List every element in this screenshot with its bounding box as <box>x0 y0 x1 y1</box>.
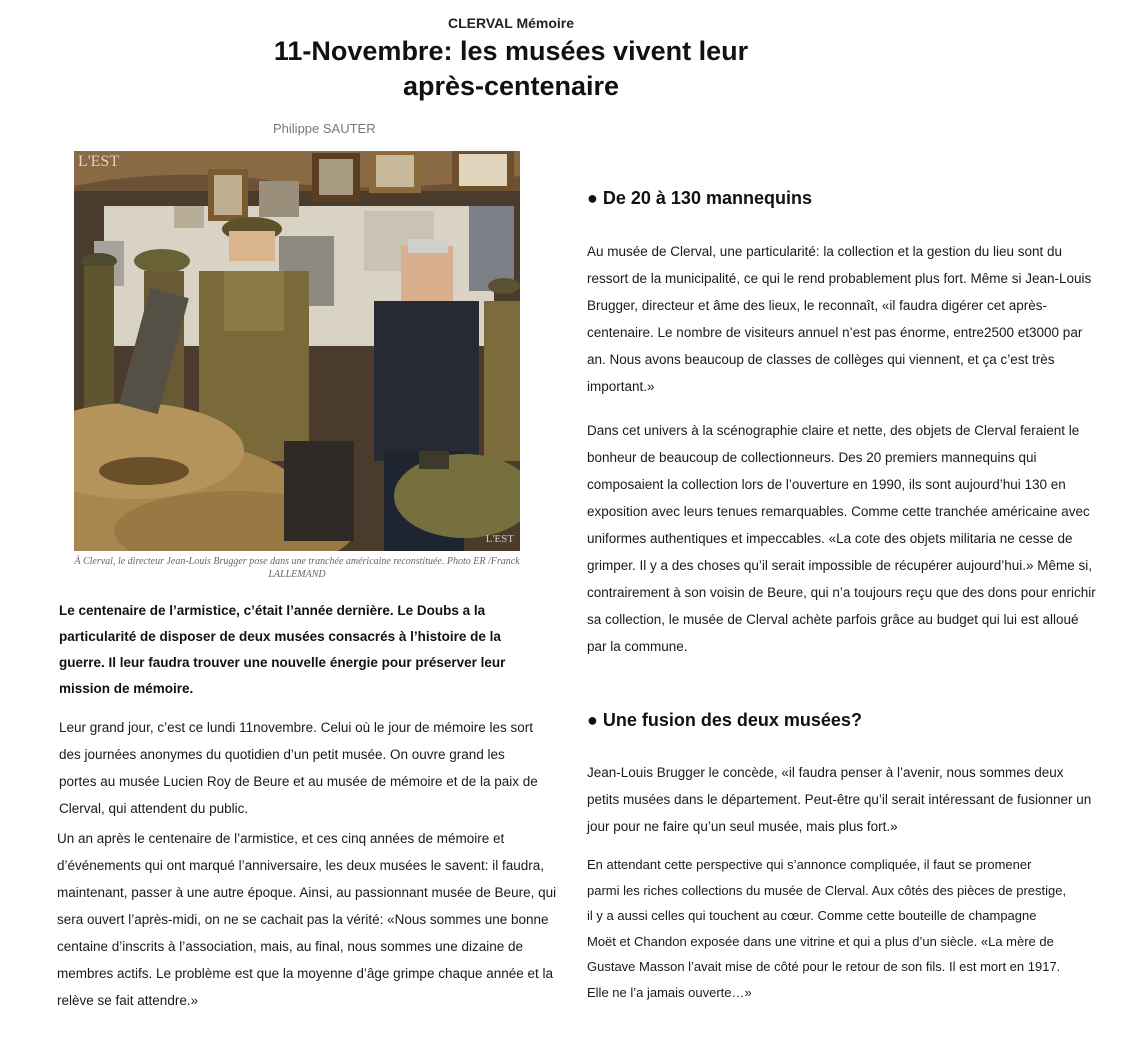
article-paragraph: Un an après le centenaire de l’armistice, et ces cinq années de mémoire et d’événements qui ont marqué l’anniversaire, les deux musées le savent: il faudra, maintenant, passer à une autre époque. Ainsi, au passionnant musée de Beure, qui sera ouvert l’après-midi, on ne se cachait pas la vérité: «Nous sommes une bonne centaine d’inscrits à l’association, mais, au final, nous sommes une dizaine de membres actifs. Le problème est que la moyenne d’âge grimpe chaque année et la relève se fait attendre.» <box>57 831 557 1008</box>
photo-watermark-logo: L'EST <box>78 153 120 170</box>
article-paragraph: En attendant cette perspective qui s’annonce compliquée, il faut se promener parmi les riches collections du musée de Clerval. Aux côtés des pièces de prestige, il y a aussi celles qui touchent au cœur. Comme cette bouteille de champagne Moët et Chandon exposée dans une vitrine et qui a plus d’un siècle. «La mère de Gustave Masson l’avait mise de côté pour le retour de son fils. Il est mort en 1917. Elle ne l’a jamais ouverte…» <box>587 857 1067 1000</box>
headline-line-1: 11-Novembre: les musées vivent leur <box>273 36 749 66</box>
section-heading: ● De 20 à 130 mannequins <box>587 188 812 208</box>
photo-watermark-corner: L'EST <box>485 533 514 545</box>
article-paragraph: Jean-Louis Brugger le concède, «il faudra penser à l’avenir, nous sommes deux petits musées dans le département. Peut-être qu’il serait intéressant de fusionner un jour pour ne faire qu’un seul musée, mais plus fort.» <box>587 765 1092 834</box>
article-paragraph: Au musée de Clerval, une particularité: la collection et la gestion du lieu sont du ressort de la municipalité, ce qui le rend probablement plus fort. Même si Jean-Louis Brugger, directeur et âme des lieux, le reconnaît, «il faudra digérer cet après-centenaire. Le nombre de visiteurs annuel n’est pas énorme, entre2500 et3000 par an. Nous avons beaucoup de classes de collèges qui viennent, et ça c’est très important.» <box>587 244 1092 394</box>
photo-caption: À Clerval, le directeur Jean-Louis Brugger pose dans une tranchée américaine reconstituée. Photo ER /Franck LALLEMAND <box>74 556 520 580</box>
section-heading: ● Une fusion des deux musées? <box>587 710 862 730</box>
article-photo[interactable] <box>74 151 520 551</box>
headline-line-2: après-centenaire <box>402 71 620 101</box>
museum-scene-illustration <box>74 151 520 551</box>
article-lede: Le centenaire de l’armistice, c’était l’année dernière. Le Doubs a la particularité de disposer de deux musées consacrés à l’histoire de la guerre. Il leur faudra trouver une nouvelle énergie pour préserver leur mission de mémoire. <box>59 603 506 696</box>
article-paragraph: Leur grand jour, c’est ce lundi 11novembre. Celui où le jour de mémoire les sort des journées anonymes du quotidien d’un petit musée. On ouvre grand les portes au musée Lucien Roy de Beure et au musée de mémoire et de la paix de Clerval, qui attendent du public. <box>59 720 538 816</box>
author-byline[interactable]: Philippe SAUTER <box>273 121 376 136</box>
article-kicker: CLERVAL Mémoire <box>447 15 575 31</box>
article-headline <box>0 34 1022 104</box>
article-paragraph: Dans cet univers à la scénographie claire et nette, des objets de Clerval feraient le bonheur de beaucoup de collectionneurs. Des 20 premiers mannequins qui composaient la collection lors de l’ouverture en 1990, ils sont aujourd’hui 130 en exposition avec leurs tenues remarquables. Comme cette tranchée américaine avec uniformes authentiques et impeccables. «La cote des objets militaria ne cesse de grimper. Il y a des choses qu’il serait impossible de récupérer aujourd’hui.» Même si, contrairement à son voisin de Beure, qui n’a toujours reçu que des dons pour enrichir sa collection, le musée de Clerval achète parfois grâce au budget qui lui est alloué par la commune. <box>587 423 1096 654</box>
